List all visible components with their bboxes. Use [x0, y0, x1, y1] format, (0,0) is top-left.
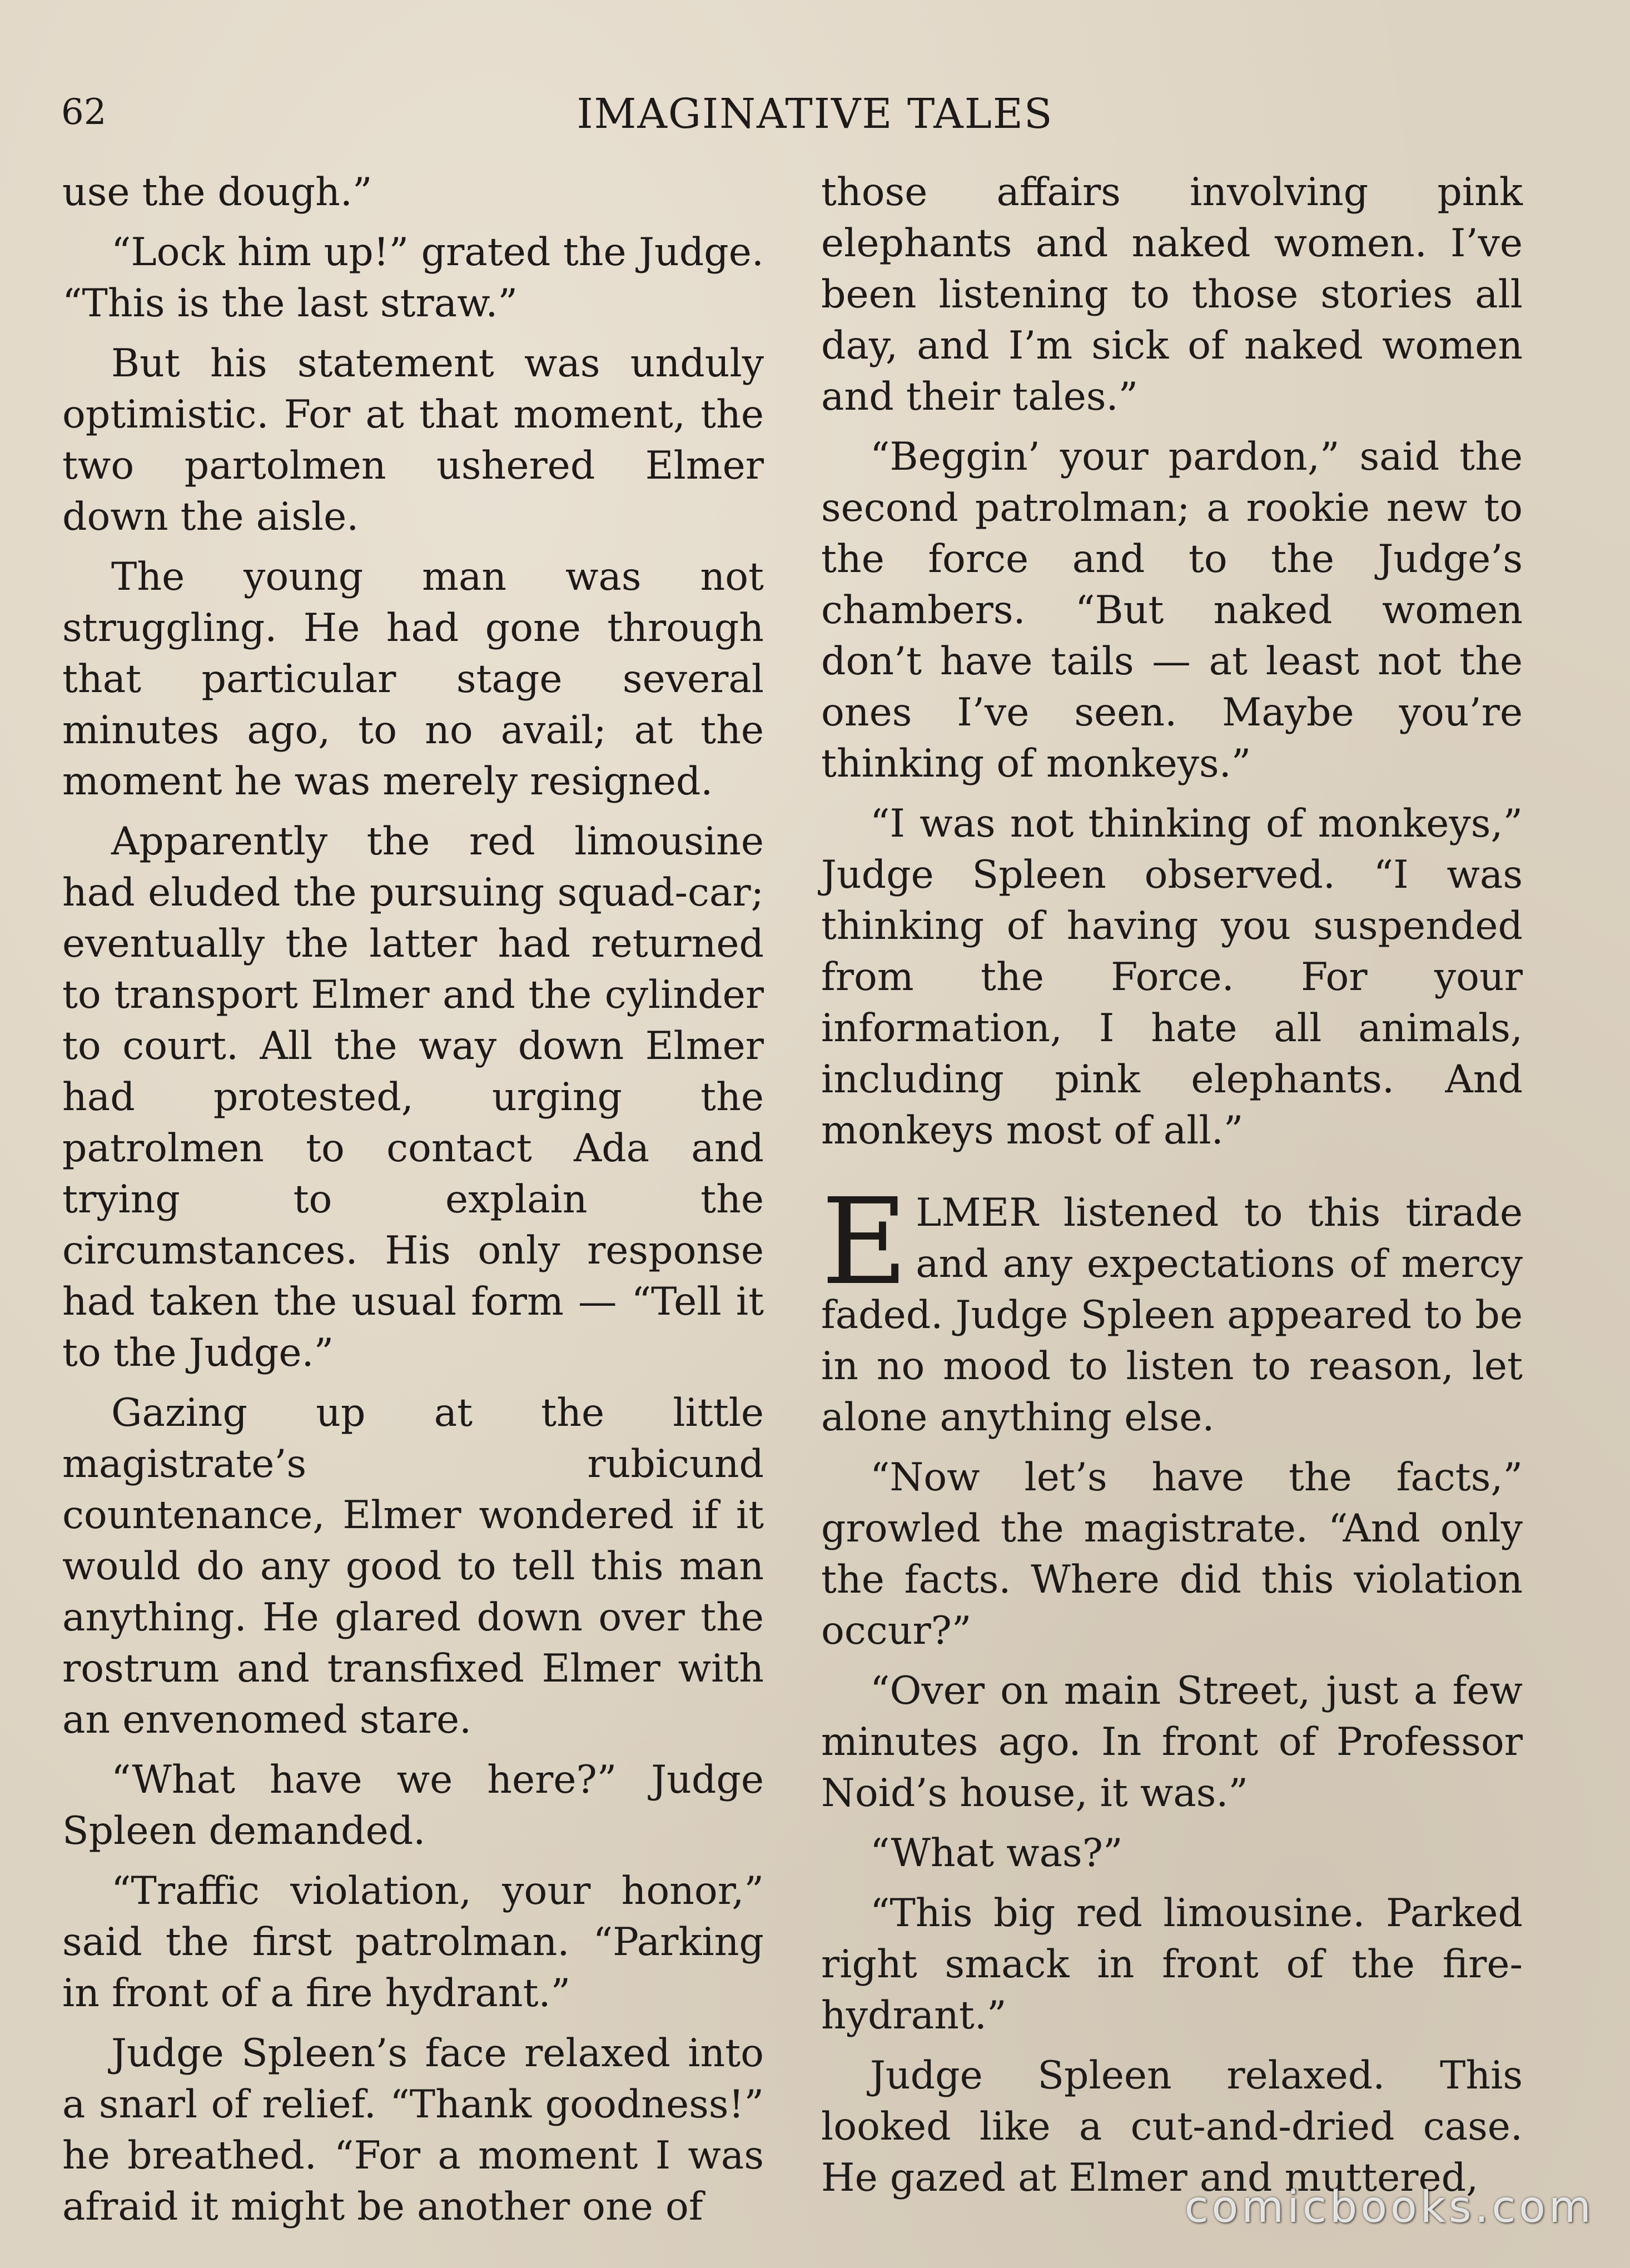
paragraph: “What have we here?” Judge Spleen demanded.	[62, 1757, 764, 1853]
paragraph: “Beggin’ your pardon,” said the second patrolman; a rookie new to the force and to the Judge’s chambers. “But naked women don’t have tails — at least not the ones I’ve seen. Maybe you’re thinking of monkeys.”	[821, 434, 1523, 786]
paragraph: “What was?”	[870, 1831, 1123, 1876]
paragraph: “Now let’s have the facts,” growled the magistrate. “And only the facts. Where did this violation occur?”	[821, 1455, 1523, 1653]
paragraph: Gazing up at the little magistrate’s rubicund countenance, Elmer wondered if it would do any good to tell this man anything. He glared down over the rostrum and transfixed Elmer with an envenomed stare.	[62, 1390, 764, 1742]
paragraph: But his statement was unduly optimistic. For at that moment, the two partolmen ushered Elmer down the aisle.	[62, 341, 764, 539]
paragraph: those affairs involving pink elephants and naked women. I’ve been listening to those stories all day, and I’m sick of naked women and their tales.”	[821, 170, 1523, 419]
paragraph: “I was not thinking of monkeys,” Judge Spleen observed. “I was thinking of having you suspended from the Force. For your information, I hate all animals, including pink elephants. And monkeys most of all.”	[821, 801, 1523, 1153]
section-opening-paragraph	[821, 1173, 1523, 1443]
paragraph: “Over on main Street, just a few minutes ago. In front of Professor Noid’s house, it was.”	[821, 1668, 1523, 1816]
running-title: IMAGINATIVE TALES	[577, 90, 1053, 138]
drop-cap-paragraph-text: LMER listened to this tirade and any expectations of mercy faded. Judge Spleen appeared to be in no mood to listen to reason, let alone anything else.	[821, 1190, 1523, 1440]
right-column	[821, 167, 1523, 2212]
paragraph: “Lock him up!” grated the Judge. “This is the last straw.”	[62, 230, 764, 326]
left-column	[62, 167, 764, 2241]
paragraph: “Traffic violation, your honor,” said the first patrolman. “Parking in front of a fire hydrant.”	[62, 1868, 764, 2016]
site-watermark: comicbooks.com	[1184, 2182, 1594, 2232]
drop-cap: E	[821, 1173, 908, 1311]
paragraph: Judge Spleen’s face relaxed into a snarl of relief. “Thank goodness!” he breathed. “For a moment I was afraid it might be another one of	[62, 2031, 764, 2229]
paragraph: “This big red limousine. Parked right smack in front of the fire-hydrant.”	[821, 1891, 1523, 2038]
paragraph: Judge Spleen relaxed. This looked like a cut-and-dried case. He gazed at Elmer and muttered,	[821, 2053, 1523, 2200]
paragraph: The young man was not struggling. He had gone through that particular stage several minutes ago, to no avail; at the moment he was merely resigned.	[62, 554, 764, 804]
paragraph: use the dough.”	[62, 170, 372, 215]
paragraph: Apparently the red limousine had eluded the pursuing squad-car; eventually the latter had returned to transport Elmer and the cylinder to court. All the way down Elmer had protested, urging the patrolmen to contact Ada and trying to explain the circumstances. His only response had taken the usual form — “Tell it to the Judge.”	[62, 819, 764, 1375]
page-number: 62	[61, 92, 107, 133]
